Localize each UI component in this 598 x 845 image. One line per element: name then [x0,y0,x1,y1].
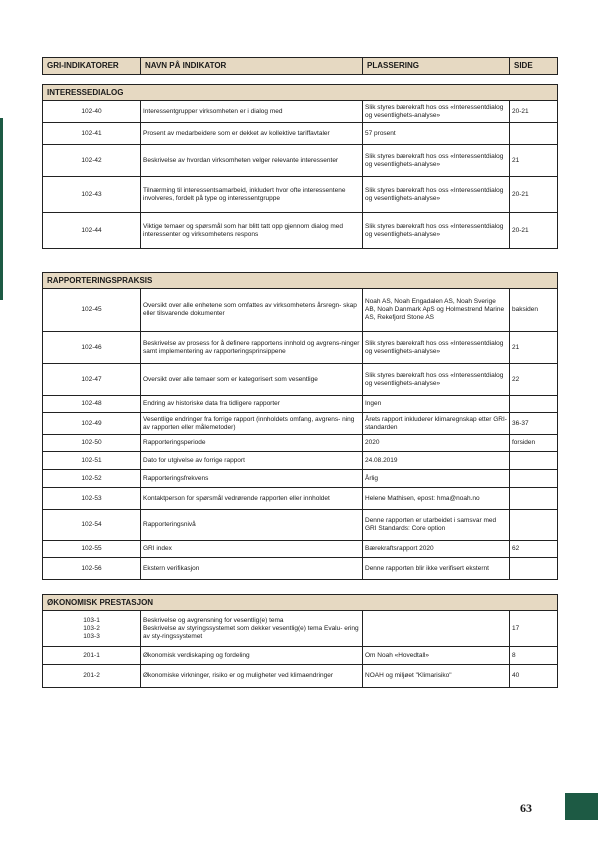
table-row [43,289,558,332]
cell-location [363,611,510,647]
cell-indicator-name: Prosent av medarbeidere som er dekket av kollektive tariffavtaler [141,123,363,145]
cell-indicator-name: Interessentgrupper virksomheten er i dialog med [141,101,363,123]
cell-location: Slik styres bærekraft hos oss «Interessentdialog og vesentlighets-analyse» [363,332,510,364]
cell-indicator-name: Viktige temaer og spørsmål som har blitt tatt opp gjennom dialog med interessenter og virksomhetens respons [141,213,363,249]
header-gri: GRI-INDIKATORER [43,58,141,75]
section-heading-row [43,85,558,101]
cell-location: Slik styres bærekraft hos oss «Interessentdialog og vesentlighets-analyse» [363,101,510,123]
cell-location: Slik styres bærekraft hos oss «Interessentdialog og vesentlighets-analyse» [363,145,510,177]
cell-page [510,123,558,145]
table-row [43,541,558,558]
cell-page [510,470,558,488]
table-row [43,558,558,580]
cell-gri-code: 102-56 [43,558,141,580]
cell-indicator-name: Beskrivelse av hvordan virksomheten velger relevante interessenter [141,145,363,177]
cell-page: 8 [510,647,558,665]
header-location: PLASSERING [363,58,510,75]
cell-indicator-name: Oversikt over alle enhetene som omfattes av virksomhetens årsregn- skap eller tilsvarende dokumenter [141,289,363,332]
cell-gri-code: 102-45 [43,289,141,332]
cell-page: 20-21 [510,177,558,213]
section-table-okonomisk-prestasjon [42,594,558,688]
table-row [43,647,558,665]
table-row [43,396,558,413]
section-table-rapporteringspraksis [42,272,558,580]
cell-indicator-name: Dato for utgivelse av forrige rapport [141,452,363,470]
cell-indicator-name: Økonomisk verdiskaping og fordeling [141,647,363,665]
cell-location: Denne rapporten blir ikke verifisert eksternt [363,558,510,580]
cell-location: 24.08.2019 [363,452,510,470]
cell-indicator-name: Tilnærming til interessentsamarbeid, inkludert hvor ofte interessentene involveres, fordelt på type og interessentgruppe [141,177,363,213]
cell-gri-code: 102-42 [43,145,141,177]
cell-gri-code: 102-55 [43,541,141,558]
section-heading-row [43,273,558,289]
cell-gri-code: 102-47 [43,364,141,396]
cell-gri-code: 102-41 [43,123,141,145]
cell-page: 21 [510,145,558,177]
cell-gri-code: 201-1 [43,647,141,665]
table-row [43,145,558,177]
cell-gri-code: 102-54 [43,510,141,541]
cell-page: 20-21 [510,101,558,123]
cell-indicator-name: Rapporteringsfrekvens [141,470,363,488]
cell-location: Noah AS, Noah Engadalen AS, Noah Sverige AB, Noah Danmark ApS og Holmestrend Marine AS, Rekefjord Stone AS [363,289,510,332]
cell-location: Ingen [363,396,510,413]
cell-indicator-name: Rapporteringsperiode [141,435,363,452]
cell-location: Helene Mathisen, epost: hma@noah.no [363,488,510,510]
cell-page [510,558,558,580]
cell-page: baksiden [510,289,558,332]
cell-page: forsiden [510,435,558,452]
cell-indicator-name: Kontaktperson for spørsmål vedrørende rapporten eller innholdet [141,488,363,510]
cell-gri-code: 102-53 [43,488,141,510]
cell-gri-code: 102-52 [43,470,141,488]
table-row [43,213,558,249]
cell-location: Bærekraftsrapport 2020 [363,541,510,558]
table-row [43,665,558,688]
cell-location: Årlig [363,470,510,488]
cell-location: Slik styres bærekraft hos oss «Interessentdialog og vesentlighets-analyse» [363,213,510,249]
cell-indicator-name: GRI index [141,541,363,558]
cell-gri-code: 102-40 [43,101,141,123]
cell-location: Årets rapport inkluderer klimaregnskap etter GRI-standarden [363,413,510,435]
section-heading-row [43,595,558,611]
cell-page [510,488,558,510]
cell-indicator-name: Vesentlige endringer fra forrige rapport (innholdets omfang, avgrens- ning av rapporten eller målemetoder) [141,413,363,435]
table-row [43,123,558,145]
cell-page: 62 [510,541,558,558]
cell-location: Slik styres bærekraft hos oss «Interessentdialog og vesentlighets-analyse» [363,177,510,213]
cell-indicator-name: Endring av historiske data fra tidligere rapporter [141,396,363,413]
table-row [43,413,558,435]
table-row [43,488,558,510]
cell-indicator-name: Beskrivelse og avgrensning for vesentlig(e) tema Beskrivelse av styringssystemet som dekker vesentlig(e) tema Evalu- ering av sty-ringssystemet [141,611,363,647]
cell-page: 20-21 [510,213,558,249]
cell-location: NOAH og miljøet "Klimarisiko" [363,665,510,688]
cell-location: Slik styres bærekraft hos oss «Interessentdialog og vesentlighets-analyse» [363,364,510,396]
cell-location: 57 prosent [363,123,510,145]
table-row [43,332,558,364]
cell-gri-code: 102-50 [43,435,141,452]
cell-page: 17 [510,611,558,647]
cell-page [510,510,558,541]
table-row [43,470,558,488]
section-heading: RAPPORTERINGSPRAKSIS [43,273,558,289]
cell-gri-code: 102-43 [43,177,141,213]
cell-gri-code: 102-46 [43,332,141,364]
cell-gri-code: 103-1 103-2 103-3 [43,611,141,647]
cell-indicator-name: Beskrivelse av prosess for å definere rapportens innhold og avgrens-ninger samt implementering av rapporteringsprinsippene [141,332,363,364]
cell-location: Om Noah «Hovedtall» [363,647,510,665]
corner-accent-block [565,793,598,820]
header-row [43,58,558,75]
table-row [43,435,558,452]
table-row [43,364,558,396]
table-row [43,611,558,647]
cell-gri-code: 102-49 [43,413,141,435]
section-table-interessedialog [42,84,558,249]
cell-page: 36-37 [510,413,558,435]
table-row [43,101,558,123]
cell-page: 22 [510,364,558,396]
cell-indicator-name: Økonomiske virkninger, risiko er og muligheter ved klimaendringer [141,665,363,688]
header-page: SIDE [510,58,558,75]
cell-location: 2020 [363,435,510,452]
cell-page [510,396,558,413]
left-accent-bar [0,118,3,300]
cell-page: 40 [510,665,558,688]
header-name: NAVN PÅ INDIKATOR [141,58,363,75]
section-heading: INTERESSEDIALOG [43,85,558,101]
page-number: 63 [520,801,532,815]
cell-location: Denne rapporten er utarbeidet i samsvar med GRI Standards: Core option [363,510,510,541]
cell-indicator-name: Ekstern verifikasjon [141,558,363,580]
cell-gri-code: 102-44 [43,213,141,249]
cell-gri-code: 102-51 [43,452,141,470]
cell-gri-code: 102-48 [43,396,141,413]
table-row [43,452,558,470]
table-row [43,177,558,213]
cell-indicator-name: Rapporteringsnivå [141,510,363,541]
cell-indicator-name: Oversikt over alle temaer som er kategorisert som vesentlige [141,364,363,396]
cell-page: 21 [510,332,558,364]
header-table [42,57,558,75]
cell-page [510,452,558,470]
section-heading: ØKONOMISK PRESTASJON [43,595,558,611]
cell-gri-code: 201-2 [43,665,141,688]
table-row [43,510,558,541]
